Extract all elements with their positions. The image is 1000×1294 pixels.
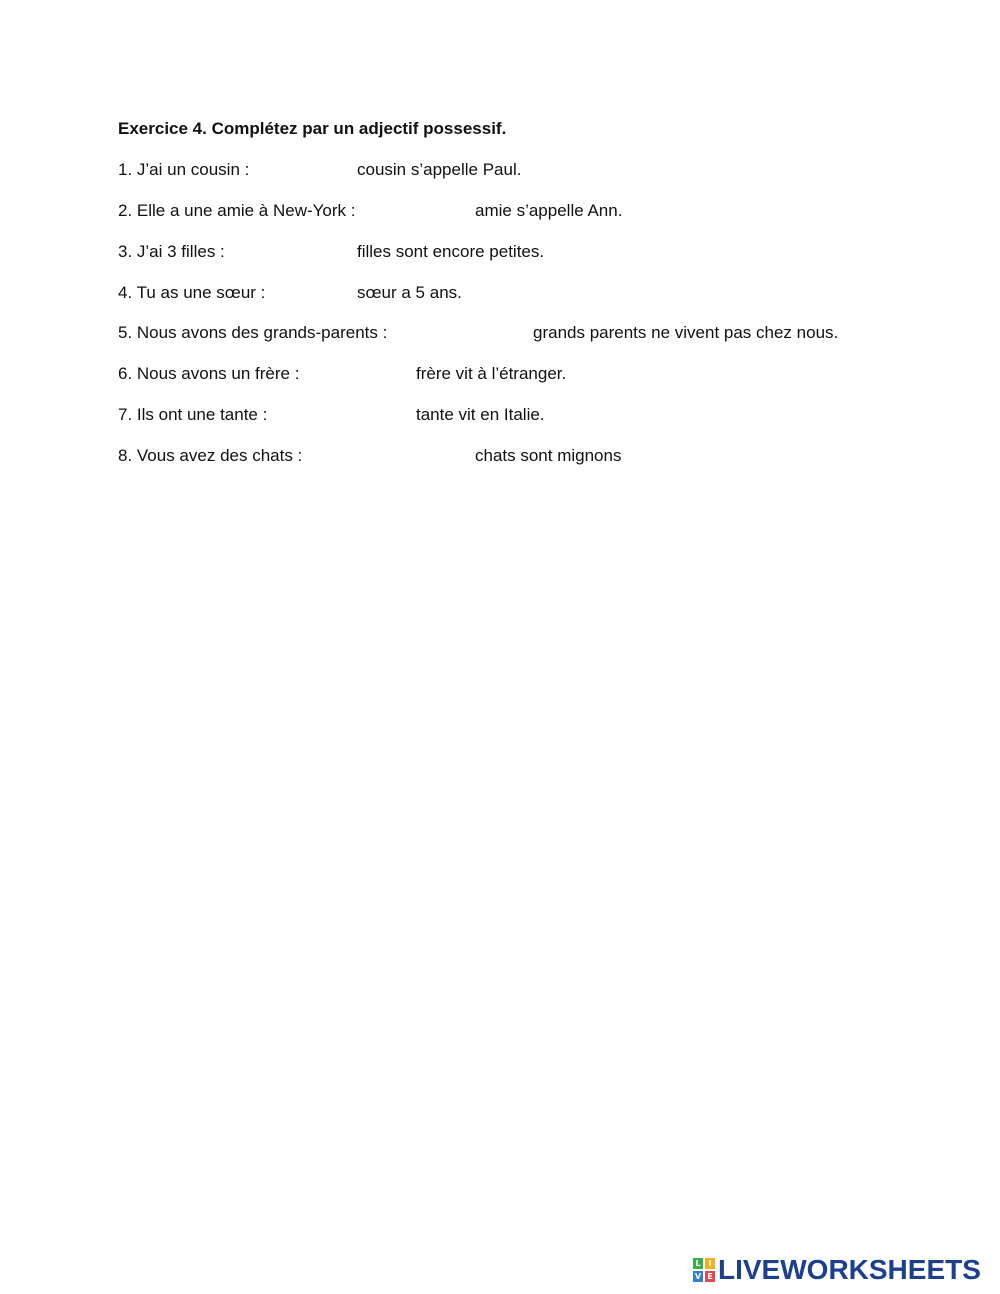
logo-square-i: I [705,1258,715,1269]
exercise-rest: grands parents ne vivent pas chez nous. [533,323,839,342]
exercise-row-1 [0,160,1000,184]
exercise-rest: amie s’appelle Ann. [475,201,623,220]
answer-input-5[interactable] [418,321,530,343]
exercise-rest: frère vit à l’étranger. [416,364,567,383]
exercise-rest: chats sont mignons [475,446,622,465]
liveworksheets-logo-text: LIVEWORKSHEETS [718,1254,981,1285]
exercise-rest: cousin s’appelle Paul. [357,160,522,179]
exercise-prompt: 1. J’ai un cousin : [118,160,250,179]
answer-input-1[interactable] [262,158,354,180]
exercise-rest: filles sont encore petites. [357,242,545,261]
exercise-row-8 [0,446,1000,470]
exercise-prompt: 2. Elle a une amie à New-York : [118,201,356,220]
exercise-row-7 [0,405,1000,429]
exercise-prompt: 3. J’ai 3 filles : [118,242,225,261]
logo-square-e: E [705,1271,715,1282]
answer-input-6[interactable] [320,362,413,384]
answer-input-8[interactable] [321,444,472,466]
exercise-row-5 [0,323,1000,347]
liveworksheets-logo-icon [693,1258,715,1282]
exercise-row-6 [0,364,1000,388]
exercise-row-2 [0,201,1000,225]
answer-input-3[interactable] [236,240,354,262]
exercise-row-3 [0,242,1000,266]
exercise-prompt: 6. Nous avons un frère : [118,364,300,383]
exercise-prompt: 8. Vous avez des chats : [118,446,303,465]
exercise-row-4 [0,283,1000,307]
answer-input-2[interactable] [378,199,472,221]
answer-input-4[interactable] [279,281,354,303]
exercise-rest: sœur a 5 ans. [357,283,462,302]
exercise-prompt: 4. Tu as une sœur : [118,283,266,302]
exercise-title: Exercice 4. Complétez par un adjectif possessif. [118,119,507,138]
logo-square-v: V [694,1272,702,1281]
exercise-prompt: 7. Ils ont une tante : [118,405,268,424]
logo-square-l: L [693,1258,703,1269]
answer-input-7[interactable] [287,403,413,425]
exercise-rest: tante vit en Italie. [416,405,545,424]
liveworksheets-logo [693,1255,981,1285]
exercise-prompt: 5. Nous avons des grands-parents : [118,323,388,342]
